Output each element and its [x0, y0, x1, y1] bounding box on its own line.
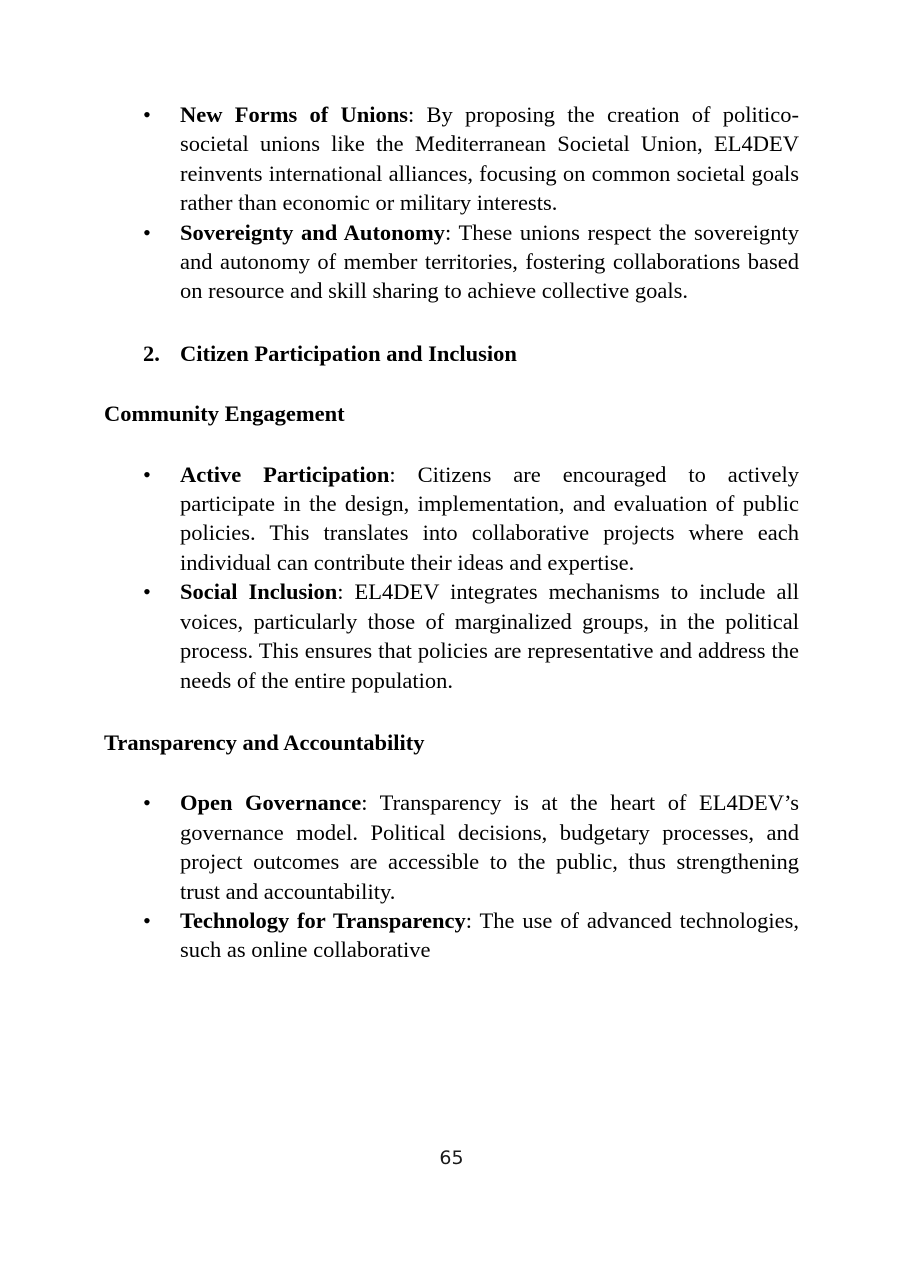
list-item-separator: :	[408, 102, 427, 127]
list-item-text: Citizens are encouraged to actively participate in the design, implementation, and evaluation of public policies. This translates into collaborative projects where each individual can contribute their ideas and expertise.	[180, 461, 799, 575]
spacer	[104, 757, 799, 788]
bullet-icon: •	[143, 907, 151, 933]
bullet-list-community-engagement	[104, 460, 799, 695]
section-number: 2.	[143, 340, 160, 366]
section-heading-text: Citizen Participation and Inclusion	[180, 340, 517, 366]
list-item-separator: :	[465, 907, 480, 933]
list-item-lead: New Forms of Unions	[180, 102, 409, 127]
list-item-separator: :	[389, 461, 418, 487]
bullet-icon: •	[143, 461, 151, 487]
bullet-icon: •	[143, 102, 151, 127]
list-item-text: These unions respect the sovereignty and autonomy of member territories, fostering collaborations based on resource and skill sharing to achieve collective goals.	[180, 219, 799, 304]
spacer	[104, 368, 799, 399]
bullet-list-transparency	[104, 788, 799, 964]
spacer	[104, 429, 799, 460]
list-item-text: The use of advanced technologies, such as online collaborative	[180, 907, 799, 963]
list-item-lead: Sovereignty and Autonomy	[180, 219, 445, 245]
list-item-lead: Active Participation	[180, 461, 390, 487]
list-item	[104, 788, 799, 906]
list-item-lead: Open Governance	[180, 790, 362, 816]
list-item	[104, 577, 799, 695]
bullet-icon: •	[143, 790, 151, 816]
list-item-lead: Social Inclusion	[180, 579, 338, 605]
list-item	[104, 218, 799, 306]
list-item-text: By proposing the creation of politico-societal unions like the Mediterranean Societal Union, EL4DEV reinvents international alliances, focusing on common societal goals rather than economic or military interests.	[180, 102, 799, 216]
list-item	[104, 906, 799, 965]
subsection-heading-transparency-accountability: Transparency and Accountability	[104, 729, 425, 755]
list-item-separator: :	[361, 790, 380, 816]
list-item-separator: :	[337, 579, 355, 605]
spacer	[104, 306, 799, 339]
list-item-text: EL4DEV integrates mechanisms to include all voices, particularly those of marginalized groups, in the political process. This ensures that policies are representative and address the needs of the entire population.	[180, 579, 799, 693]
bullet-icon: •	[143, 579, 151, 605]
bullet-icon: •	[143, 219, 151, 245]
subsection-heading-community-engagement: Community Engagement	[104, 401, 345, 427]
list-item-lead: Technology for Transparency	[180, 907, 466, 933]
spacer	[104, 695, 799, 728]
page-number: 65	[439, 1147, 464, 1169]
bullet-list-governance	[104, 100, 799, 306]
section-heading-numbered	[104, 339, 799, 368]
page-content	[104, 100, 799, 965]
list-item-text: Transparency is at the heart of EL4DEV’s governance model. Political decisions, budgetary processes, and project outcomes are accessible to the public, thus strengthening trust and accountability.	[180, 790, 799, 904]
list-item	[104, 100, 799, 218]
list-item-separator: :	[444, 219, 459, 245]
list-item	[104, 460, 799, 578]
